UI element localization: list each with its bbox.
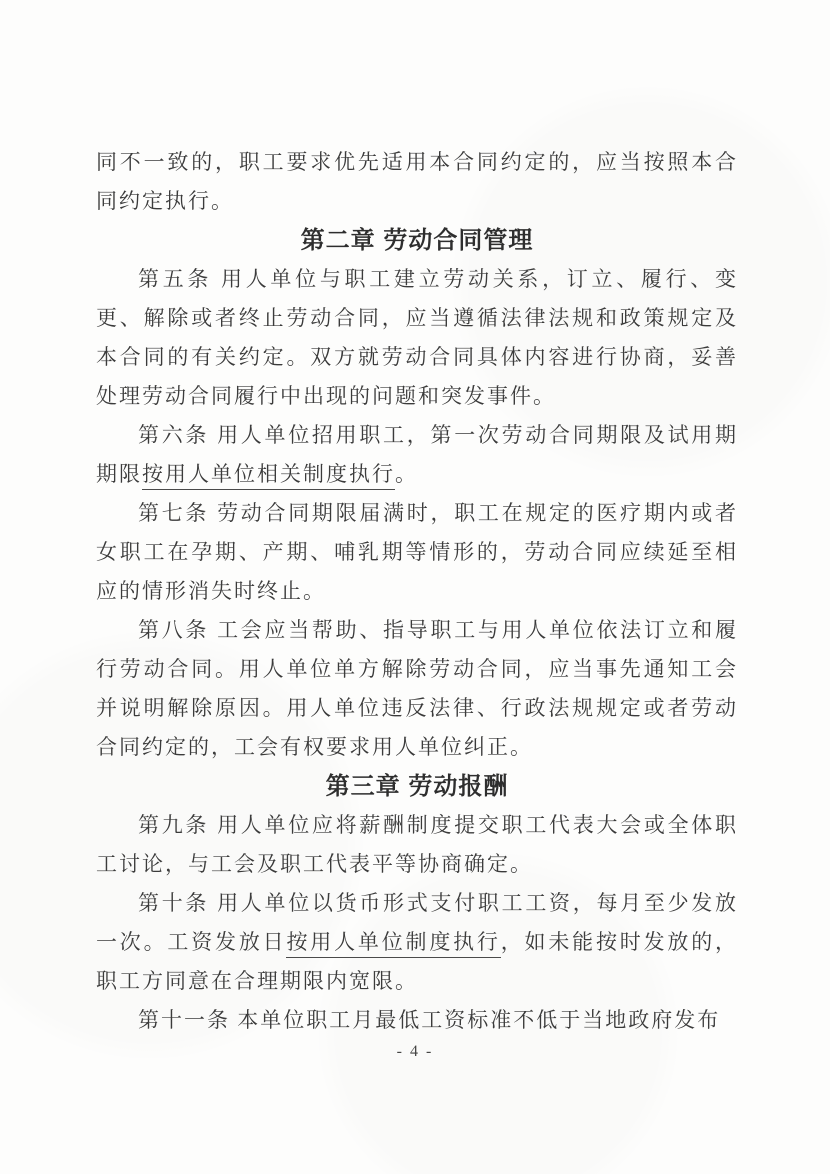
article-6-text-before: 第六条 用人单位招用职工，第一次劳动合同期限及试用期期限	[96, 423, 738, 486]
paragraph-article-9	[96, 806, 738, 884]
paragraph-carryover	[96, 143, 738, 221]
article-9-text: 第九条 用人单位应将薪酬制度提交职工代表大会或全体职工讨论，与工会及职工代表平等协商确定。	[96, 813, 738, 876]
paragraph-article-6	[96, 416, 738, 494]
paragraph-article-5	[96, 260, 738, 416]
article-7-text: 第七条 劳动合同期限届满时，职工在规定的医疗期内或者女职工在孕期、产期、哺乳期等情形的，劳动合同应续延至相应的情形消失时终止。	[96, 501, 738, 603]
article-10-text-after: ，如未能按时发放的，职工方同意在合理期限内宽限。	[96, 930, 739, 993]
article-10-underlined-text: 按用人单位制度执行	[286, 930, 500, 958]
paragraph-carryover-text: 同不一致的，职工要求优先适用本合同约定的，应当按照本合同约定执行。	[96, 150, 738, 213]
paragraph-article-8	[96, 611, 738, 767]
article-10-text-before: 第十条 用人单位以货币形式支付职工工资，每月至少发放一次。工资发放日	[96, 891, 738, 954]
chapter-2-heading: 第二章 劳动合同管理	[300, 227, 534, 254]
paragraph-article-10	[96, 884, 738, 1001]
document-body	[96, 143, 738, 1040]
article-6-text-after: 。	[395, 462, 418, 486]
chapter-3-heading: 第三章 劳动报酬	[325, 773, 509, 800]
paragraph-article-7	[96, 494, 738, 611]
article-11-text: 第十一条 本单位职工月最低工资标准不低于当地政府发布	[138, 1008, 721, 1032]
article-8-text: 第八条 工会应当帮助、指导职工与用人单位依法订立和履行劳动合同。用人单位单方解除劳动合同，应当事先通知工会并说明解除原因。用人单位违反法律、行政法规规定或者劳动合同约定的，工会有权要求用人单位纠正。	[96, 618, 738, 759]
paragraph-article-11	[96, 1001, 738, 1040]
article-6-underlined-text: 按用人单位相关制度执行	[142, 462, 395, 490]
article-5-text: 第五条 用人单位与职工建立劳动关系，订立、履行、变更、解除或者终止劳动合同，应当遵循法律法规和政策规定及本合同的有关约定。双方就劳动合同具体内容进行协商，妥善处理劳动合同履行中出现的问题和突发事件。	[96, 267, 738, 408]
page-number: - 4 -	[396, 1043, 434, 1060]
